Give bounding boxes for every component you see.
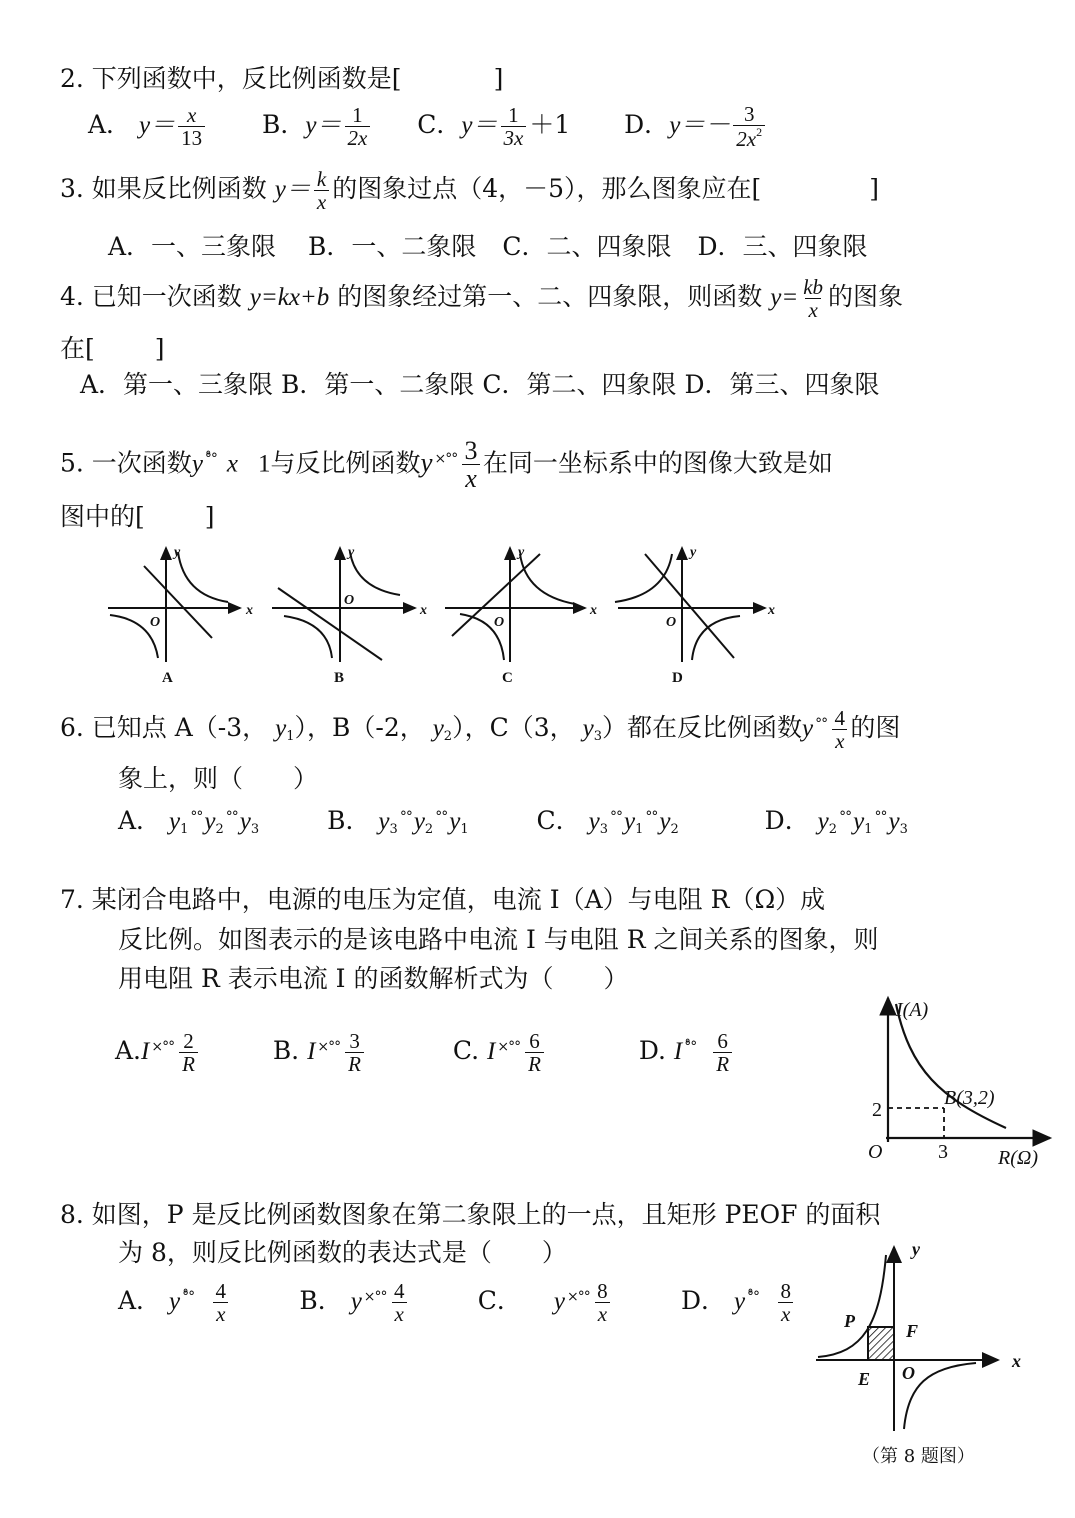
- q8-label-o: O: [902, 1363, 915, 1383]
- q5-label-a: A: [162, 670, 173, 686]
- q3-stem: 3. 如果反比例函数 y＝ $\frac{k}{x}$ 的图象过点（4，－5），那么图象应在[ ]: [60, 167, 880, 215]
- q6-option-a[interactable]: A． $y_1^{^\circ^\circ}y_2^{^\circ^\circ}y_3$: [118, 806, 260, 837]
- q5-label-b: B: [334, 670, 345, 686]
- q8-label-p: P: [844, 1311, 855, 1331]
- q8-line2: 为 8，则反比例函数的表达式是（ ）: [118, 1238, 567, 1267]
- q6-option-c[interactable]: C． $y_3^{^\circ^\circ}y_1^{^\circ^\circ}y_2$: [536, 806, 679, 837]
- q5-d-origin: O: [666, 615, 677, 630]
- q4-stem: 4. 已知一次函数 y=kx+b 的图象经过第一、二、四象限，则函数 y= $\frac{kb}{x}$ 的图象: [60, 275, 904, 323]
- q7-xlabel: R(Ω): [998, 1147, 1038, 1169]
- q3-option-a[interactable]: A．一、三象限: [108, 232, 277, 261]
- q8-caption: （第 8 题图）: [862, 1446, 975, 1467]
- q6-stem: 6. 已知点 A（-3， $y_1$），B（-2， $y_2$），C（3， $y_3$）都在反比例函数y °° $\frac{4}{x}$ 的图: [60, 706, 901, 754]
- q3-option-b[interactable]: B．一、二象限: [308, 232, 477, 261]
- q8-rect-peof: [868, 1327, 894, 1360]
- q2-options: [88, 103, 768, 150]
- q3-option-d[interactable]: D．三、四象限: [697, 232, 868, 261]
- q8-axis-x: x: [1012, 1351, 1021, 1371]
- q7-option-c[interactable]: C. I ×°° $\frac{6}{R}$: [453, 1036, 547, 1065]
- q7-option-a[interactable]: A.I ×°° $\frac{2}{R}$: [115, 1036, 201, 1065]
- q6-stem-line2: 象上，则（ ）: [118, 764, 319, 793]
- q7-option-d[interactable]: D. I °̊° $\frac{6}{R}$: [639, 1036, 735, 1065]
- q5-b-axis-x: x: [420, 603, 427, 618]
- q5-c-axis-y: y: [518, 545, 525, 560]
- q5-label-c: C: [502, 670, 513, 686]
- q5-c-axis-x: x: [590, 603, 597, 618]
- q7-line3: 用电阻 R 表示电流 I 的函数解析式为（ ）: [118, 964, 629, 993]
- q8-label-e: E: [858, 1369, 871, 1389]
- q6-option-b[interactable]: B． $y_3^{^\circ^\circ}y_2^{^\circ^\circ}y_1$: [327, 806, 469, 837]
- q7-ylabel: I(A): [896, 999, 929, 1021]
- q5-a-origin: O: [150, 615, 161, 630]
- q2-option-c[interactable]: C．y＝ $\frac{1}{3x}$ ＋1: [417, 103, 571, 151]
- q7-curve: [896, 1004, 1006, 1128]
- q8-option-c[interactable]: C． y ×°° $\frac{8}{x}$: [478, 1286, 613, 1315]
- q5-a-axis-y: y: [174, 545, 181, 560]
- q8-axis-y: y: [912, 1239, 920, 1259]
- q5-d-axis-x: x: [768, 603, 775, 618]
- q8-graph: [808, 1235, 1038, 1435]
- q4-options: [80, 370, 879, 400]
- q4-stem-line2: 在[ ]: [60, 334, 165, 363]
- q8-options: [118, 1280, 796, 1325]
- q5-graphs: [100, 540, 780, 690]
- q3-options: [108, 232, 867, 262]
- q5-b-origin: O: [344, 593, 355, 608]
- q5-stem: 5. 一次函数y °̊° x 1与反比例函数y ×°° $\frac{3}{x}$ 在同一坐标系中的图像大致是如: [60, 436, 833, 494]
- q4-option-d[interactable]: D．第三、四象限: [684, 370, 880, 399]
- q3-option-c[interactable]: C．二、四象限: [502, 232, 672, 261]
- q2-option-b[interactable]: B．y＝ $\frac{1}{2x}$: [262, 110, 373, 139]
- q7-tick-x: 3: [938, 1141, 948, 1163]
- q7-option-b[interactable]: B. I ×°° $\frac{3}{R}$: [273, 1036, 367, 1065]
- q5-graph-a[interactable]: [108, 548, 240, 662]
- q4-option-a[interactable]: A．第一、三象限: [80, 370, 274, 399]
- q7-line2: 反比例。如图表示的是该电路中电流 I 与电阻 R 之间关系的图象，则: [118, 925, 879, 954]
- q2-stem: 2. 下列函数中，反比例函数是[ ]: [60, 64, 504, 93]
- q4-option-c[interactable]: C．第二、四象限: [482, 370, 677, 399]
- q5-a-axis-x: x: [246, 603, 253, 618]
- q8-label-f: F: [906, 1321, 919, 1341]
- q8-line1: 8. 如图，P 是反比例函数图象在第二象限上的一点，且矩形 PEOF 的面积: [60, 1200, 881, 1229]
- q7-tick-y: 2: [872, 1099, 882, 1121]
- q7-options: [115, 1030, 735, 1075]
- q7-line1: 7. 某闭合电路中，电源的电压为定值，电流 I（A）与电阻 R（Ω）成: [60, 885, 826, 914]
- q5-d-axis-y: y: [690, 545, 697, 560]
- q5-c-origin: O: [494, 615, 505, 630]
- q7-point-label: B(3,2): [944, 1087, 995, 1109]
- q5-graph-c[interactable]: [445, 548, 585, 662]
- q6-options: [118, 806, 908, 838]
- q2-option-d[interactable]: D．y＝－ $\frac{3}{2x^2}$: [624, 110, 768, 139]
- q2-option-a[interactable]: A． y＝ $\frac{x}{13}$: [88, 110, 208, 139]
- q5-label-d: D: [672, 670, 683, 686]
- q6-option-d[interactable]: D． $y_2^{^\circ^\circ}y_1^{^\circ^\circ}y_3$: [764, 806, 908, 837]
- q8-option-b[interactable]: B． y ×°° $\frac{4}{x}$: [299, 1286, 410, 1315]
- q5-b-axis-y: y: [348, 545, 355, 560]
- q4-option-b[interactable]: B．第一、二象限: [281, 370, 475, 399]
- q7-origin: O: [868, 1141, 883, 1163]
- q8-option-a[interactable]: A． y °̊° $\frac{4}{x}$: [118, 1286, 231, 1315]
- q8-option-d[interactable]: D． y °̊° $\frac{8}{x}$: [681, 1286, 796, 1315]
- q5-graph-d[interactable]: [615, 548, 765, 662]
- q7-graph: [860, 990, 1070, 1170]
- q5-stem-line2: 图中的[ ]: [60, 502, 215, 531]
